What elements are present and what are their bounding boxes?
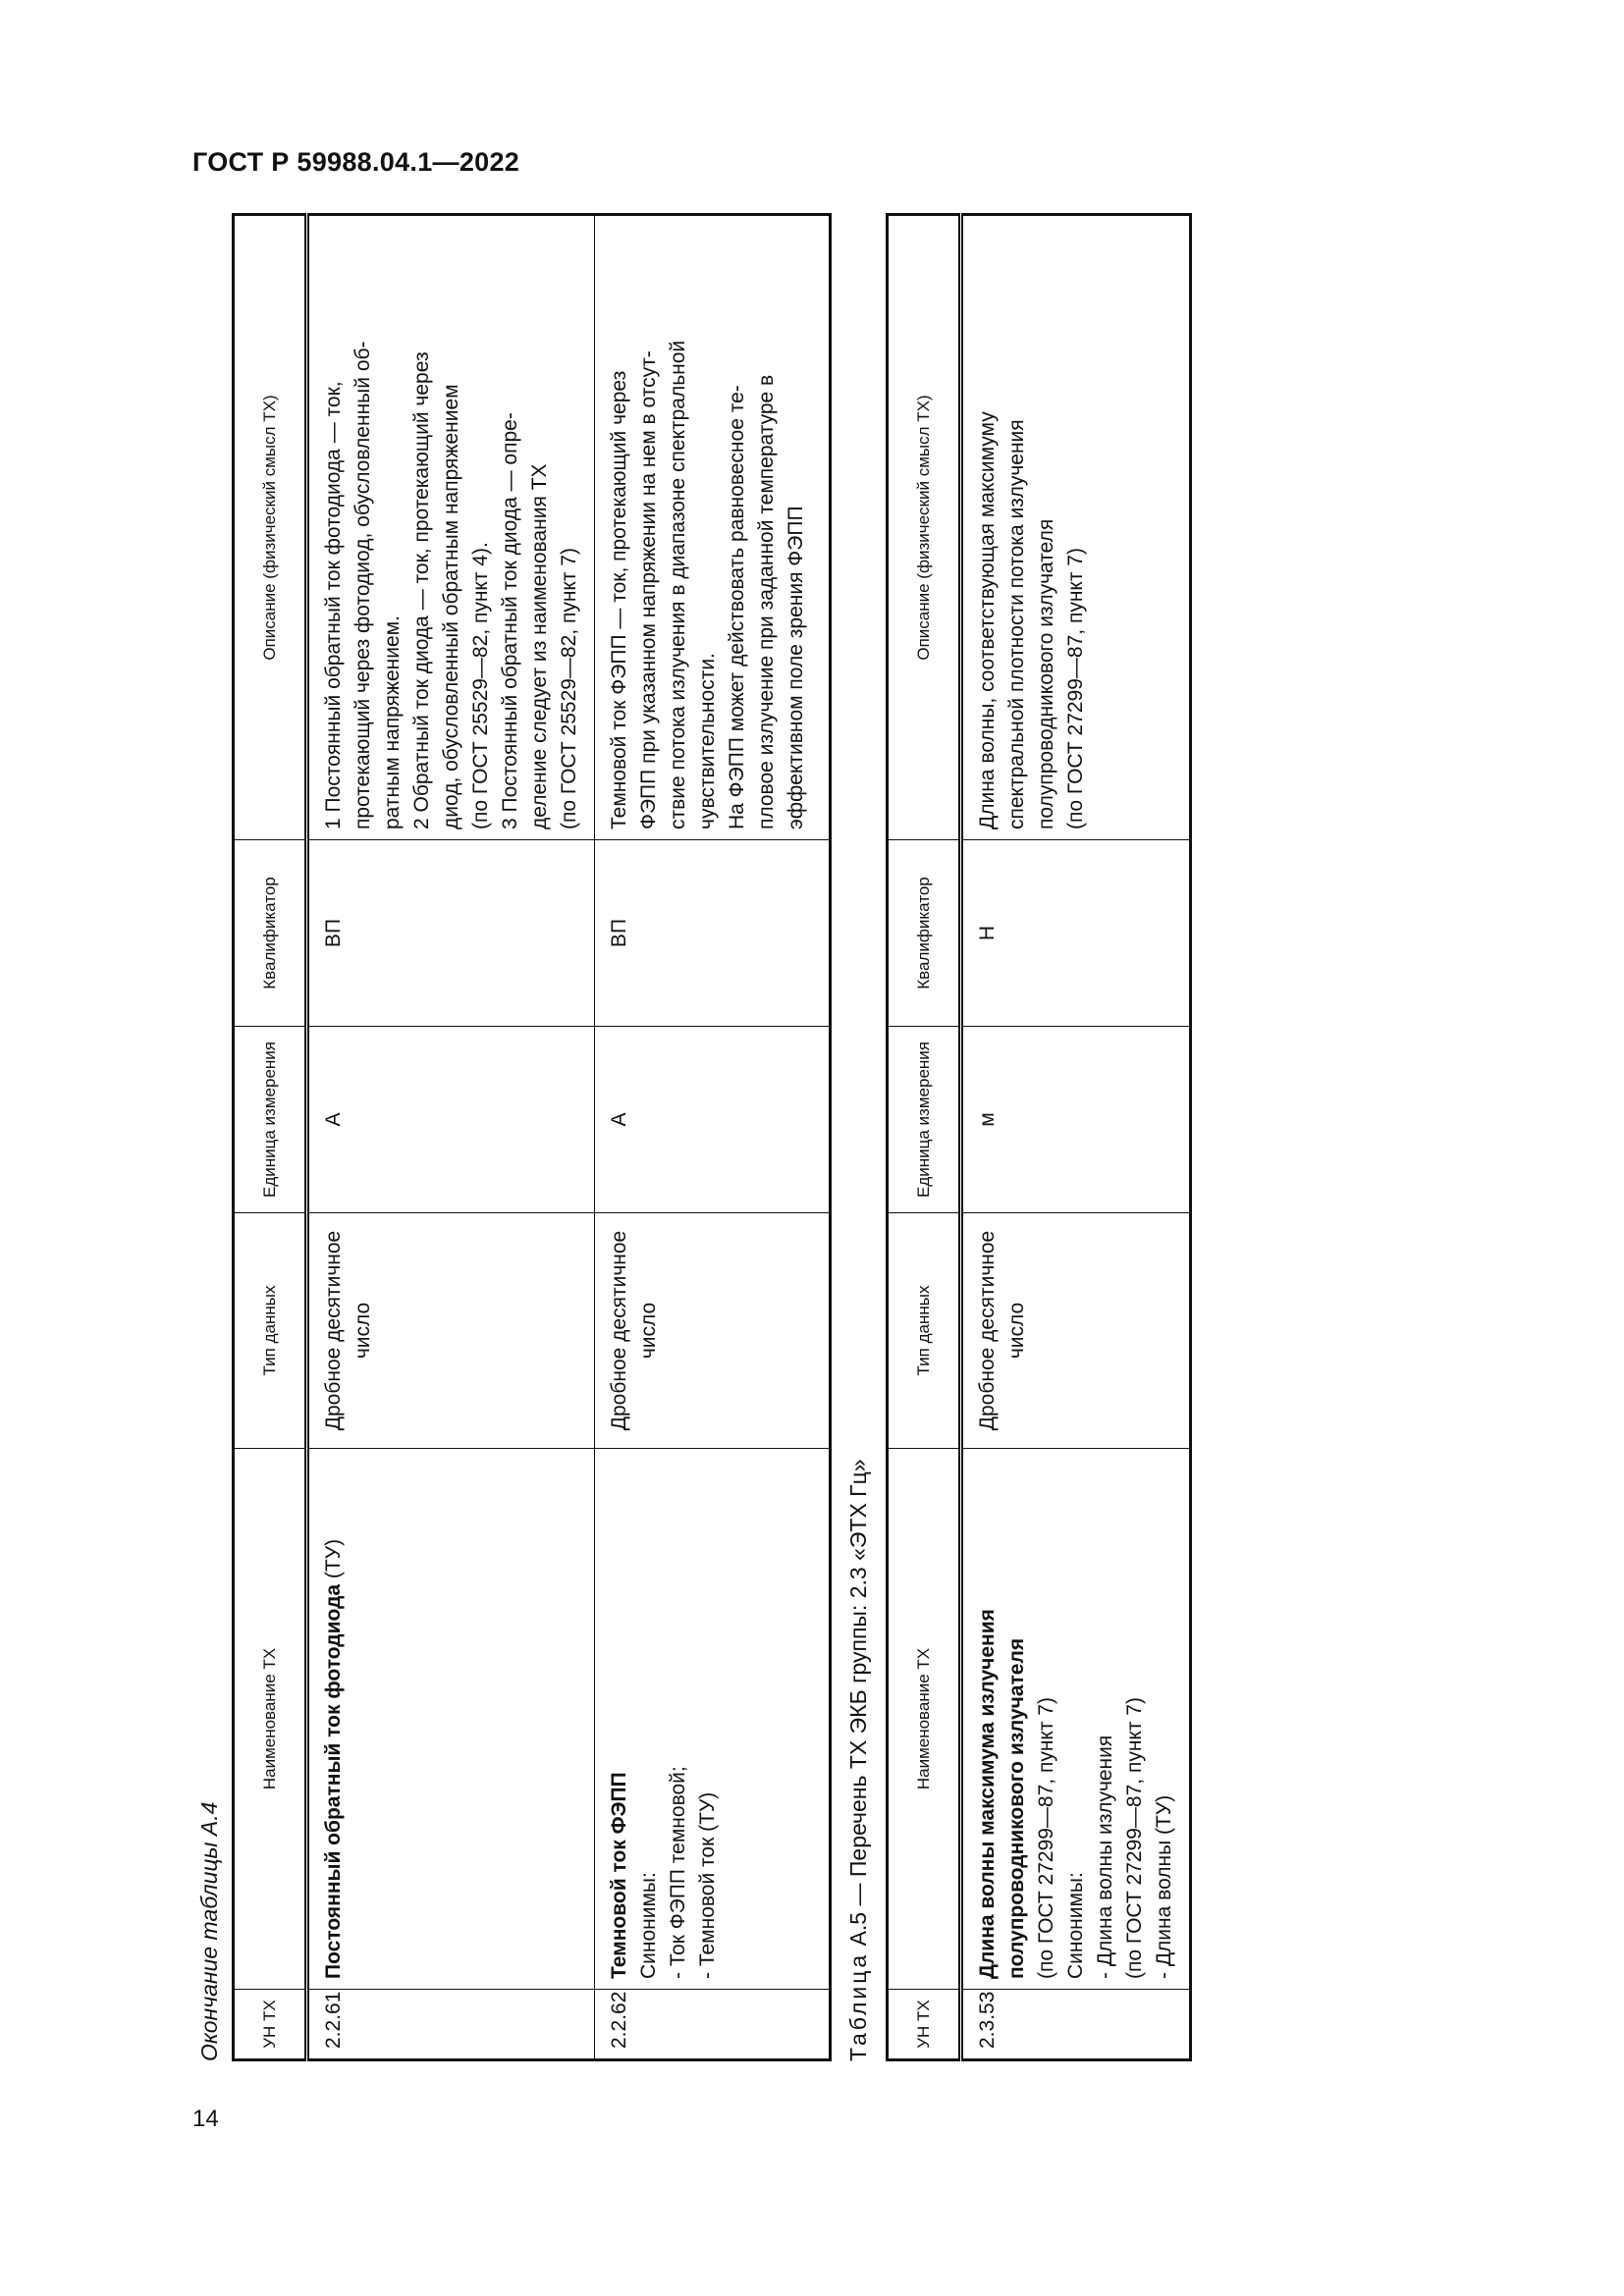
name-line: (по ГОСТ 27299—87, пункт 7) <box>1035 1697 1057 1979</box>
header-type: Тип данных <box>888 1213 961 1449</box>
table-a4-caption: Окончание таблицы А.4 <box>196 1801 222 2061</box>
desc-line: (по ГОСТ 27299—87, пункт 7) <box>1064 548 1087 829</box>
desc-line: (по ГОСТ 25529—82, пункт 7) <box>558 548 580 829</box>
cell-name <box>307 1449 595 1990</box>
desc-line: Темновой ток ФЭПП — ток, протекающий через <box>608 370 630 829</box>
table-a5-caption <box>845 1459 872 2061</box>
page-number: 14 <box>192 2106 219 2132</box>
name-line: Синонимы: <box>637 1872 660 1979</box>
desc-line: ФЭПП при указанном напряжении на нем в отсут- <box>637 350 660 829</box>
name-line: Синонимы: <box>1064 1872 1087 1979</box>
header-unit: Единица измерения <box>888 1027 961 1213</box>
name-line: - Темновой ток (ТУ) <box>696 1791 719 1979</box>
cell-qualifier: Н <box>961 840 1191 1027</box>
name-line: - Длина волны излучения <box>1094 1735 1116 1979</box>
cell-name <box>595 1449 831 1990</box>
cell-unit: А <box>595 1027 831 1213</box>
header-code: УН ТХ <box>234 1990 307 2060</box>
name-line: (по ГОСТ 27299—87, пункт 7) <box>1123 1697 1146 1979</box>
name-rest: (ТУ) <box>322 1538 345 1584</box>
cell-qualifier: ВП <box>307 840 595 1027</box>
caption-rest: А.5 — Перечень ТХ ЭКБ группы: 2.3 «ЭТХ Гц» <box>845 1459 871 1952</box>
table-row <box>961 215 1191 2060</box>
name-line: - Ток ФЭПП темновой; <box>667 1766 689 1979</box>
desc-line: (по ГОСТ 25529—82, пункт 4). <box>469 542 492 829</box>
header-code: УН ТХ <box>888 1990 961 2060</box>
name-bold: Постоянный обратный ток фотодиода <box>322 1583 345 1979</box>
header-name: Наименование ТХ <box>888 1449 961 1990</box>
desc-line: ратным напряжением. <box>381 615 404 829</box>
desc-line: 2 Обратный ток диода — ток, протекающий через <box>410 351 433 829</box>
caption-prefix: Таблица <box>845 1951 871 2061</box>
cell-type: Дробное десятичное число <box>961 1213 1191 1449</box>
desc-line: 1 Постоянный обратный ток фотодиода — ток, <box>322 381 345 829</box>
desc-line: ствие потока излучения в диапазоне спектральной <box>667 340 689 829</box>
header-description: Описание (физический смысл ТХ) <box>234 215 307 840</box>
header-name: Наименование ТХ <box>234 1449 307 1990</box>
desc-line: диод, обусловленный обратным напряжением <box>440 384 462 829</box>
cell-type: Дробное десятичное число <box>595 1213 831 1449</box>
desc-line: спектральной плотности потока излучения <box>1005 419 1028 829</box>
name-line: - Длина волны (ТУ) <box>1153 1794 1175 1979</box>
table-row <box>595 215 831 2060</box>
header-qualifier: Квалификатор <box>888 840 961 1027</box>
desc-line: На ФЭПП может действовать равновесное те- <box>726 385 748 829</box>
desc-line: Длина волны, соответствующая максимуму <box>976 411 999 829</box>
table-a5 <box>886 213 1192 2061</box>
table-row <box>307 215 595 2060</box>
header-type: Тип данных <box>234 1213 307 1449</box>
name-bold: полупроводникового излучателя <box>1005 1637 1028 1979</box>
name-bold: Темновой ток ФЭПП <box>608 1772 630 1979</box>
cell-code: 2.2.61 <box>307 1990 595 2060</box>
cell-unit: А <box>307 1027 595 1213</box>
desc-line: чувствительности. <box>696 653 719 829</box>
desc-line: протекающий через фотодиод, обусловленный об- <box>352 341 374 829</box>
cell-name <box>961 1449 1191 1990</box>
rotated-content <box>177 216 1257 2061</box>
desc-line: 3 Постоянный обратный ток диода — опре- <box>499 412 521 829</box>
table-a5-header-row <box>888 215 961 2060</box>
document-header: ГОСТ Р 59988.04.1—2022 <box>192 147 520 177</box>
cell-description <box>961 215 1191 840</box>
desc-line: пловое излучение при заданной температуре в <box>755 374 778 829</box>
header-unit: Единица измерения <box>234 1027 307 1213</box>
desc-line: полупроводникового излучателя <box>1035 518 1057 829</box>
cell-description <box>307 215 595 840</box>
header-qualifier: Квалификатор <box>234 840 307 1027</box>
table-a4 <box>232 213 832 2061</box>
desc-line: деление следует из наименования ТХ <box>528 463 551 829</box>
cell-type: Дробное десятичное число <box>307 1213 595 1449</box>
cell-qualifier: ВП <box>595 840 831 1027</box>
cell-unit: м <box>961 1027 1191 1213</box>
table-a4-header-row <box>234 215 307 2060</box>
header-description: Описание (физический смысл ТХ) <box>888 215 961 840</box>
cell-code: 2.2.62 <box>595 1990 831 2060</box>
cell-code: 2.3.53 <box>961 1990 1191 2060</box>
name-bold: Длина волны максимума излучения <box>976 1609 999 1979</box>
cell-description <box>595 215 831 840</box>
desc-line: эффективном поле зрения ФЭПП <box>785 506 807 829</box>
